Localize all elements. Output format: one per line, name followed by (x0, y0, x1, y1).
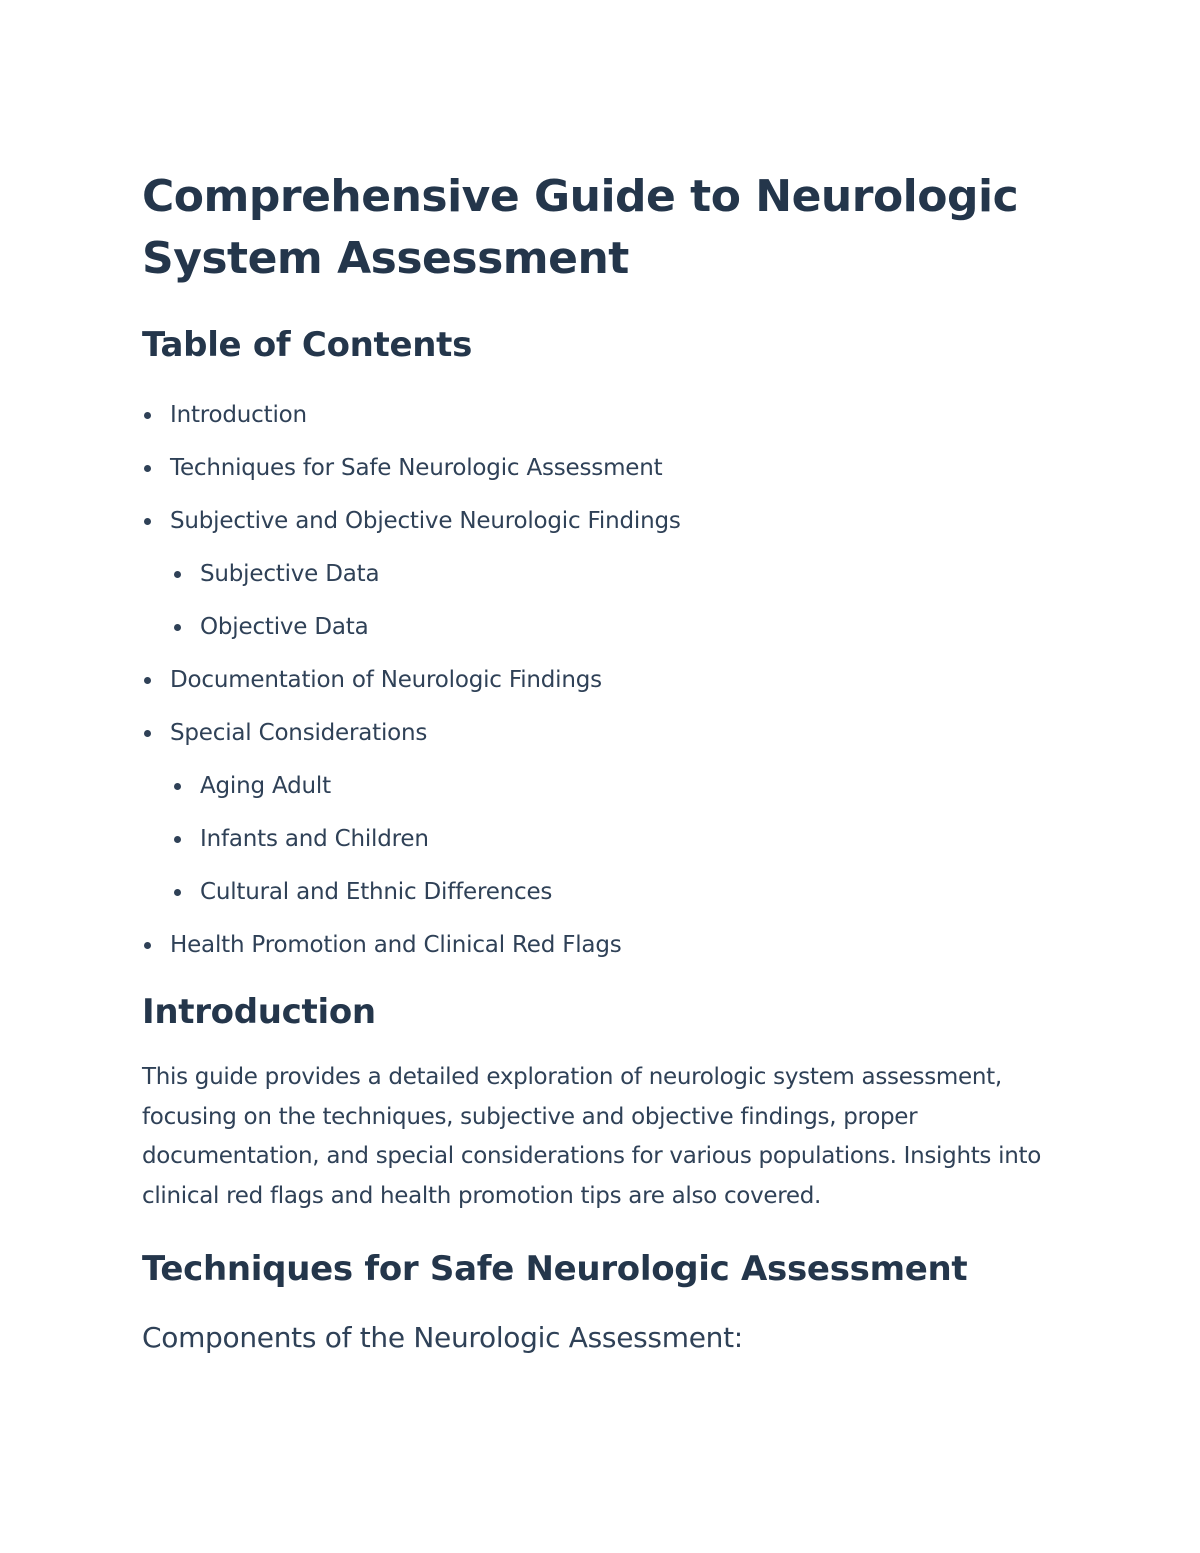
toc-item-introduction[interactable]: Introduction (142, 389, 1072, 442)
components-subheading: Components of the Neurologic Assessment: (142, 1321, 743, 1354)
toc-item-findings[interactable]: Subjective and Objective Neurologic Findings (142, 495, 1072, 548)
toc-item-techniques[interactable]: Techniques for Safe Neurologic Assessment (142, 442, 1072, 495)
toc-item-documentation[interactable]: Documentation of Neurologic Findings (142, 654, 1072, 707)
toc-item-objective-data[interactable]: Objective Data (142, 601, 1072, 654)
toc-item-infants-children[interactable]: Infants and Children (142, 813, 1072, 866)
toc-item-special-considerations[interactable]: Special Considerations (142, 707, 1072, 760)
toc-item-health-promotion[interactable]: Health Promotion and Clinical Red Flags (142, 919, 1072, 972)
toc-heading: Table of Contents (142, 325, 473, 365)
document-title: Comprehensive Guide to Neurologic System Assessment (142, 171, 1019, 284)
toc-item-subjective-data[interactable]: Subjective Data (142, 548, 1072, 601)
document-page (142, 166, 1072, 1360)
techniques-heading: Techniques for Safe Neurologic Assessment (142, 1249, 968, 1289)
table-of-contents (142, 389, 1072, 972)
toc-item-cultural-ethnic[interactable]: Cultural and Ethnic Differences (142, 866, 1072, 919)
introduction-heading: Introduction (142, 992, 376, 1032)
toc-item-aging-adult[interactable]: Aging Adult (142, 760, 1072, 813)
introduction-body: This guide provides a detailed exploration of neurologic system assessment, focusing on the techniques, subjective and objective findings, proper documentation, and special considerations for various populations. Insights into clinical red flags and health promotion tips are also covered. (142, 1064, 1041, 1209)
